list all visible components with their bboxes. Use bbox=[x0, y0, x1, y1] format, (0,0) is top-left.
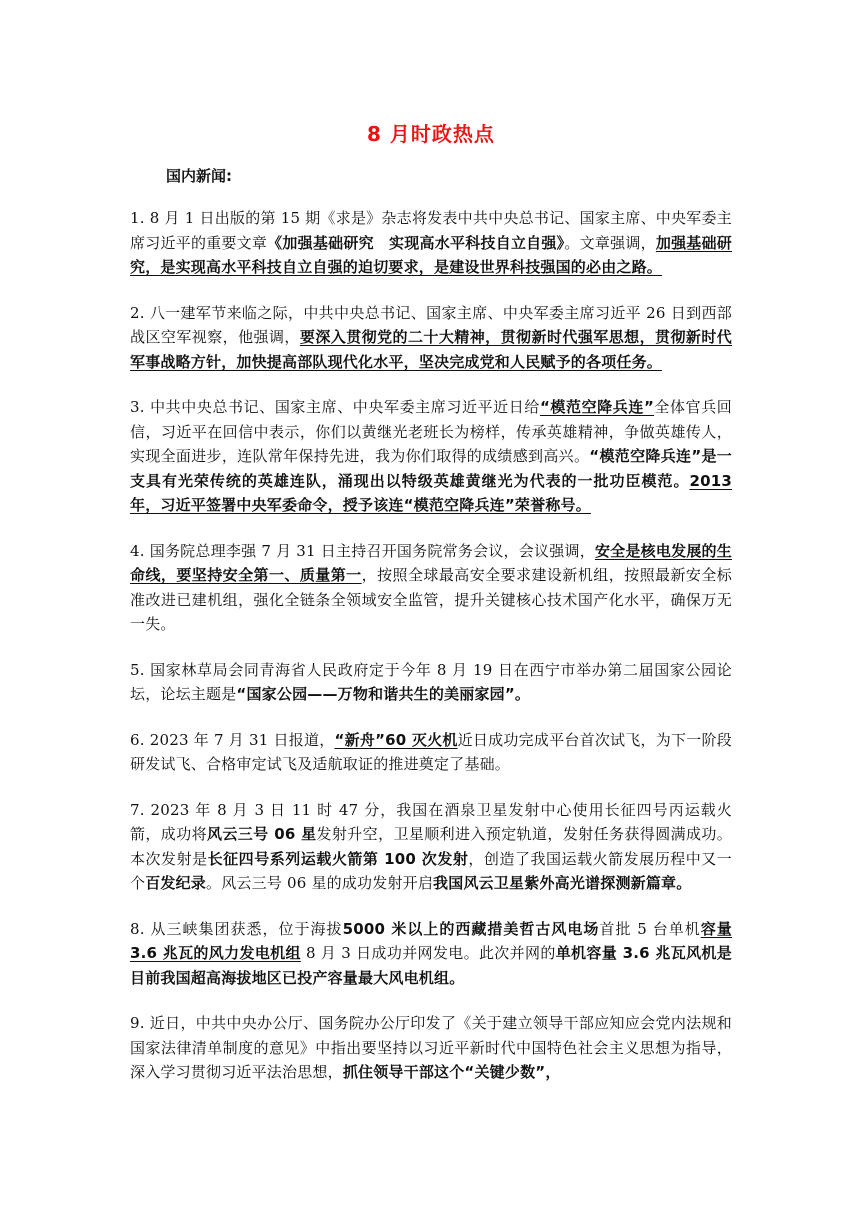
news-item-6 bbox=[130, 728, 732, 777]
item-text: 。风云三号 06 星的成功发射开启 bbox=[206, 874, 434, 892]
item-underlined-text: 2013 年，习近平签署中央军委命令，授予该连“模范空降兵连”荣誉称号。 bbox=[130, 471, 732, 514]
item-text: 。文章强调， bbox=[564, 233, 656, 252]
item-text: 9. 近日，中共中央办公厅、国务院办公厅印发了《关于建立领导干部应知应会党内法规和国家法律清单制度的意见》中指出要坚持以习近平新时代中国特色社会主义思想为指导，深入学习贯彻习近平法治思想， bbox=[130, 1014, 732, 1081]
item-bold-text: 5000 米以上的西藏措美哲古风电场 bbox=[342, 919, 600, 938]
item-underlined-text: 要深入贯彻党的二十大精神，贯彻新时代强军思想，贯彻新时代军事战略方针，加快提高部队现代化水平，坚决完成党和人民赋予的各项任务。 bbox=[130, 328, 733, 371]
item-bold-text: 《加强基础研究 实现高水平科技自立自强》 bbox=[267, 233, 565, 252]
item-text: 发射升空，卫星顺利进入预定轨道，发射任务获得圆满成功。本次发射是 bbox=[130, 825, 732, 868]
item-text: 7. 2023 年 8 月 3 日 11 时 47 分，我国在酒泉卫星发射中心使用长征四号丙运载火箭，成功将 bbox=[130, 800, 732, 843]
item-text: 首批 5 台单机 bbox=[599, 919, 701, 938]
item-text: 5. 国家林草局会同青海省人民政府定于今年 8 月 19 日在西宁市举办第二届国家公园论坛，论坛主题是 bbox=[130, 660, 732, 703]
news-item-3 bbox=[130, 395, 732, 518]
item-bold-text: 抓住领导干部这个“关键少数”， bbox=[342, 1063, 561, 1081]
item-text: 近日成功完成平台首次试飞，为下一阶段研发试飞、合格审定试飞及适航取证的推进奠定了基础。 bbox=[130, 730, 732, 773]
item-text: 6. 2023 年 7 月 31 日报道， bbox=[130, 730, 335, 749]
item-text: ，按照全球最高安全要求建设新机组，按照最新安全标准改进已建机组，强化全链条全领域安全监管，提升关键核心技术国产化水平，确保万无一失。 bbox=[130, 566, 732, 633]
item-bold-text: “模范空降兵连”是一支具有光荣传统的英雄连队，涌现出以特级英雄黄继光为代表的一批功臣模范。 bbox=[130, 447, 732, 490]
news-item-7 bbox=[130, 798, 732, 896]
item-bold-text: 我国风云卫星紫外高光谱探测新篇章。 bbox=[433, 874, 692, 892]
item-underlined-text: “模范空降兵连” bbox=[539, 398, 655, 416]
news-item-1 bbox=[130, 206, 732, 280]
item-underlined-text: 安全是核电发展的生命线，要坚持安全第一、质量第一 bbox=[130, 541, 732, 584]
item-bold-text: “国家公园——万物和谐共生的美丽家园”。 bbox=[236, 685, 531, 703]
news-item-5 bbox=[130, 658, 732, 707]
item-bold-text: 百发纪录 bbox=[145, 874, 207, 892]
item-underlined-text: 容量 3.6 兆瓦的风力发电机组 bbox=[130, 919, 732, 962]
item-text: 2. 八一建军节来临之际，中共中央总书记、国家主席、中央军委主席习近平 26 日到西部战区空军视察，他强调， bbox=[130, 303, 732, 346]
item-text: 8 月 3 日成功并网发电。此次并网的 bbox=[300, 944, 556, 962]
item-text: 8. 从三峡集团获悉，位于海拔 bbox=[130, 919, 343, 938]
item-bold-text: 长征四号系列运载火箭第 100 次发射 bbox=[207, 849, 469, 868]
item-text: 4. 国务院总理李强 7 月 31 日主持召开国务院常务会议，会议强调， bbox=[130, 541, 595, 560]
item-bold-text: 风云三号 06 星 bbox=[206, 825, 317, 843]
section-heading: 国内新闻: bbox=[166, 167, 232, 185]
news-item-4 bbox=[130, 539, 732, 637]
item-bold-text: 单机容量 3.6 兆瓦风机是目前我国超高海拔地区已投产容量最大风电机组。 bbox=[130, 944, 732, 987]
item-text: 全体官兵回信，习近平在回信中表示，你们以黄继光老班长为榜样，传承英雄精神，争做英雄传人，实现全面进步，连队常年保持先进，我为你们取得的成绩感到高兴。 bbox=[130, 398, 732, 465]
item-underlined-text: “新舟”60 灭火机 bbox=[334, 730, 458, 749]
news-item-9 bbox=[130, 1011, 732, 1085]
item-text: ，创造了我国运载火箭发展历程中又一个 bbox=[130, 849, 732, 892]
page-title: 8 月时政热点 bbox=[367, 122, 495, 146]
item-text: 1. 8 月 1 日出版的第 15 期《求是》杂志将发表中共中央总书记、国家主席、中央军委主席习近平的重要文章 bbox=[130, 209, 732, 252]
news-item-8 bbox=[130, 917, 732, 991]
item-underlined-text: 加强基础研究，是实现高水平科技自立自强的迫切要求，是建设世界科技强国的必由之路。 bbox=[130, 233, 732, 276]
item-text: 3. 中共中央总书记、国家主席、中央军委主席习近平近日给 bbox=[130, 398, 540, 416]
news-item-2 bbox=[130, 301, 732, 375]
